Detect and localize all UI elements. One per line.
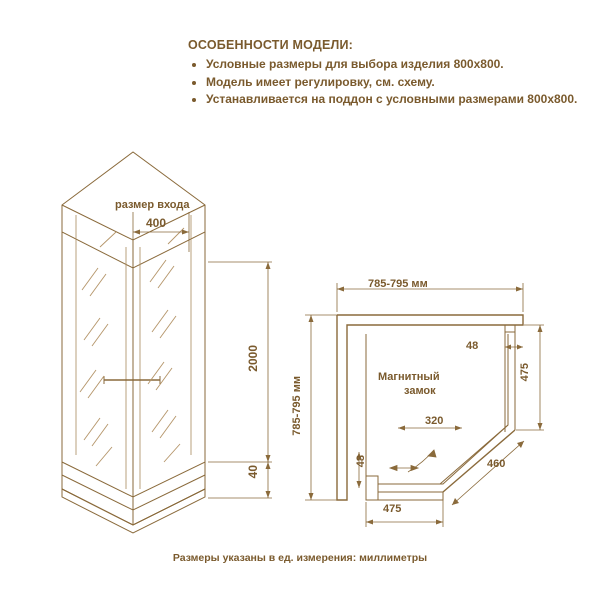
entrance-value: 400 (146, 216, 167, 230)
list-item: • Условные размеры для выбора изделия 800х800. (206, 56, 588, 74)
top-dimension-label: 785-795 мм (368, 278, 428, 290)
dim-48-top: 48 (466, 340, 479, 352)
dim-460: 460 (487, 458, 506, 470)
list-item: • Модель имеет регулировку, см. схему. (206, 74, 588, 92)
features-title: ОСОБЕННОСТИ МОДЕЛИ: (188, 38, 353, 52)
list-item: • Устанавливается на поддон с условными размерами 800х800. (206, 91, 588, 109)
magnetic-lock-label-2: замок (404, 385, 436, 397)
magnetic-lock-label-1: Магнитный (378, 371, 440, 383)
entrance-label: размер входа (115, 199, 190, 211)
dim-475-right: 475 (519, 363, 531, 382)
dim-475-bottom: 475 (383, 503, 402, 515)
dim-48-left: 48 (355, 455, 367, 468)
left-dimension-label: 785-795 мм (291, 376, 303, 436)
footer-note: Размеры указаны в ед. измерения: миллиметры (172, 552, 428, 564)
dim-320: 320 (425, 415, 444, 427)
height-value: 2000 (246, 345, 260, 372)
adjust-value: 40 (246, 465, 260, 479)
